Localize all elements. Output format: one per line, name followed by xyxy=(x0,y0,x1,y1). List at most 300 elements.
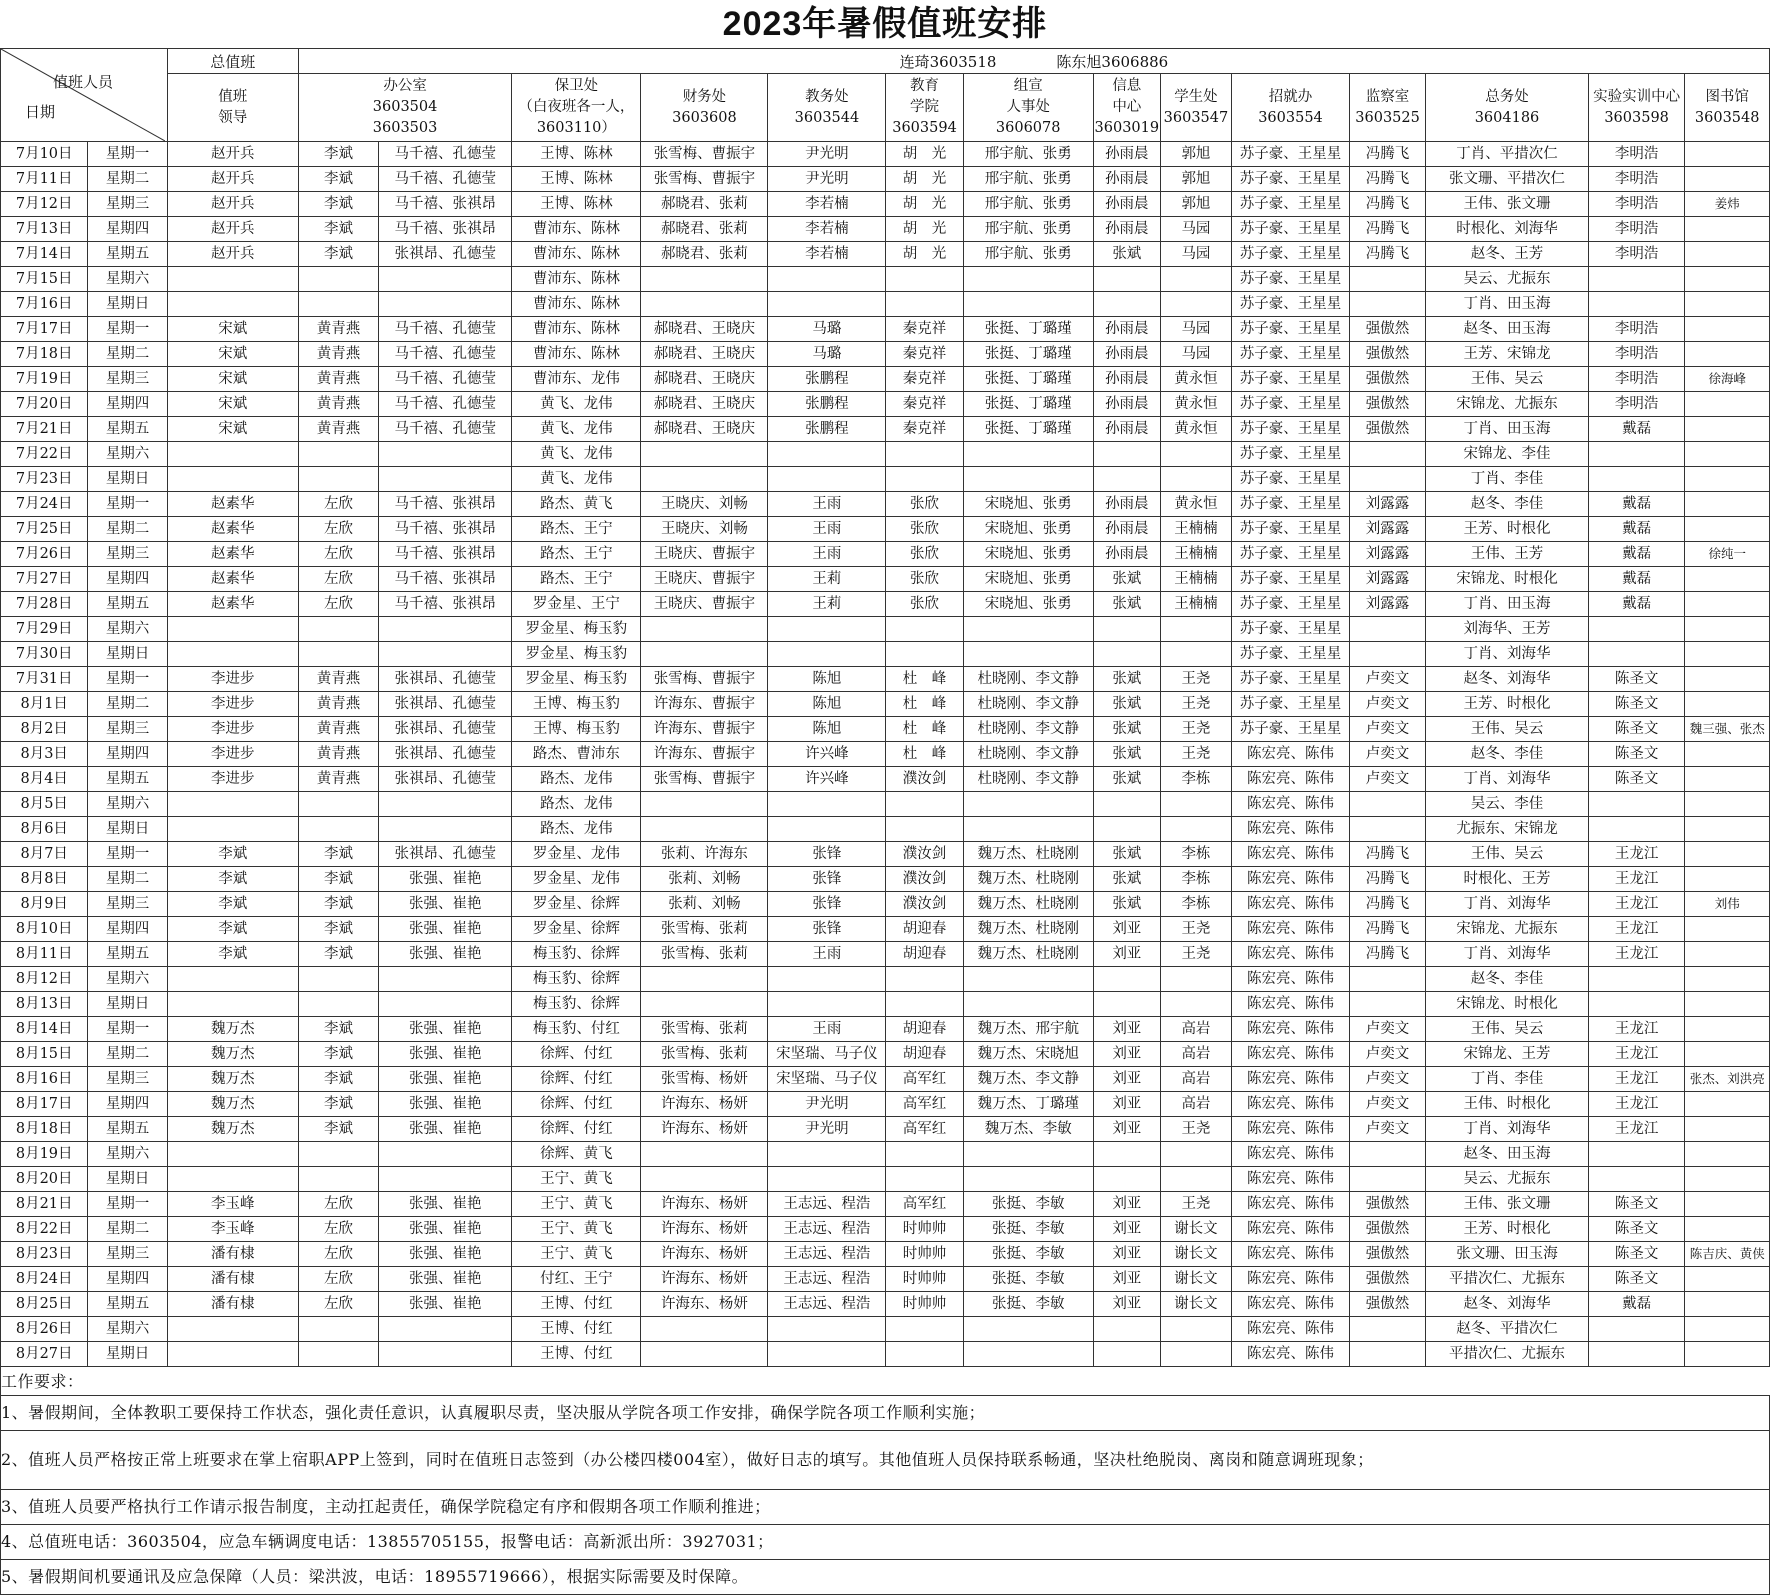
duty-cell: 刘亚 xyxy=(1093,1242,1160,1267)
duty-cell: 孙雨晨 xyxy=(1093,367,1160,392)
duty-cell: 梅玉豹、付红 xyxy=(512,1017,641,1042)
duty-cell: 马千禧、孔德莹 xyxy=(379,167,512,192)
duty-cell: 高岩 xyxy=(1160,1042,1231,1067)
date-cell: 8月3日 xyxy=(1,742,88,767)
duty-cell: 黄青燕 xyxy=(298,317,378,342)
corner-label-date: 日期 xyxy=(25,103,56,121)
table-row xyxy=(1,1342,1770,1367)
duty-cell xyxy=(1093,1317,1160,1342)
duty-cell xyxy=(1685,967,1770,992)
duty-cell xyxy=(1685,292,1770,317)
duty-cell: 孙雨晨 xyxy=(1093,167,1160,192)
duty-cell: 杜晓刚、李文静 xyxy=(963,692,1093,717)
duty-cell: 张挺、丁璐瑾 xyxy=(963,342,1093,367)
duty-cell: 李明浩 xyxy=(1588,242,1685,267)
duty-cell: 苏子豪、王星星 xyxy=(1232,692,1350,717)
duty-cell xyxy=(1349,792,1425,817)
table-row xyxy=(1,267,1770,292)
duty-cell xyxy=(886,992,963,1017)
duty-cell: 张雪梅、曹振宇 xyxy=(641,167,768,192)
duty-cell xyxy=(379,617,512,642)
duty-cell: 王龙江 xyxy=(1588,867,1685,892)
duty-cell: 苏子豪、王星星 xyxy=(1232,167,1350,192)
duty-cell: 李明浩 xyxy=(1588,392,1685,417)
duty-cell xyxy=(1160,967,1231,992)
duty-cell: 时根化、王芳 xyxy=(1426,867,1589,892)
duty-cell xyxy=(1093,1142,1160,1167)
duty-cell: 卢奕文 xyxy=(1349,742,1425,767)
dept-header-phone: 3603525 xyxy=(1355,109,1420,126)
duty-cell: 李斌 xyxy=(298,942,378,967)
date-cell: 7月22日 xyxy=(1,442,88,467)
duty-cell: 张欣 xyxy=(886,567,963,592)
duty-cell: 赵素华 xyxy=(167,542,298,567)
duty-cell: 冯腾飞 xyxy=(1349,217,1425,242)
duty-cell: 苏子豪、王星星 xyxy=(1232,417,1350,442)
duty-cell xyxy=(1685,142,1770,167)
duty-cell: 马千禧、孔德莹 xyxy=(379,367,512,392)
date-cell: 8月9日 xyxy=(1,892,88,917)
duty-cell: 苏子豪、王星星 xyxy=(1232,142,1350,167)
duty-cell: 丁肖、刘海华 xyxy=(1426,942,1589,967)
duty-cell: 陈宏亮、陈伟 xyxy=(1232,792,1350,817)
dept-header-phone: 3606078 xyxy=(995,120,1061,136)
duty-cell: 马千禧、张祺昂 xyxy=(379,592,512,617)
weekday-cell: 星期五 xyxy=(88,1292,167,1317)
duty-cell: 王伟、吴云 xyxy=(1426,717,1589,742)
duty-cell: 刘亚 xyxy=(1093,1042,1160,1067)
duty-cell xyxy=(1685,417,1770,442)
weekday-cell: 星期四 xyxy=(88,1092,167,1117)
duty-cell: 陈宏亮、陈伟 xyxy=(1232,1292,1350,1317)
duty-cell: 潘有棣 xyxy=(167,1267,298,1292)
date-cell: 8月22日 xyxy=(1,1217,88,1242)
duty-cell: 郝晓君、王晓庆 xyxy=(641,317,768,342)
duty-cell: 李明浩 xyxy=(1588,192,1685,217)
duty-cell: 李斌 xyxy=(167,842,298,867)
duty-cell xyxy=(1093,792,1160,817)
duty-cell: 曹沛东、陈林 xyxy=(512,342,641,367)
duty-cell: 高军红 xyxy=(886,1092,963,1117)
table-row xyxy=(1,617,1770,642)
duty-cell: 张雪梅、张莉 xyxy=(641,1042,768,1067)
table-row xyxy=(1,792,1770,817)
duty-cell: 魏万杰、宋晓旭 xyxy=(963,1042,1093,1067)
duty-cell: 张挺、李敏 xyxy=(963,1192,1093,1217)
duty-cell: 许海东、杨妍 xyxy=(641,1292,768,1317)
duty-cell: 宋晓旭、张勇 xyxy=(963,567,1093,592)
duty-cell: 王伟、时根化 xyxy=(1426,1092,1589,1117)
dept-header-name: 学生处 xyxy=(1174,88,1218,105)
date-cell: 7月21日 xyxy=(1,417,88,442)
duty-cell: 李玉峰 xyxy=(167,1217,298,1242)
duty-cell: 王尧 xyxy=(1160,917,1231,942)
duty-cell: 冯腾飞 xyxy=(1349,892,1425,917)
table-row xyxy=(1,842,1770,867)
duty-cell: 李栋 xyxy=(1160,892,1231,917)
dept-header-9 xyxy=(1232,74,1350,142)
duty-cell xyxy=(1685,617,1770,642)
duty-cell xyxy=(963,1317,1093,1342)
duty-cell xyxy=(1160,617,1231,642)
duty-cell: 陈宏亮、陈伟 xyxy=(1232,1167,1350,1192)
dept-header-3 xyxy=(641,74,768,142)
duty-cell xyxy=(1349,617,1425,642)
duty-cell: 谢长文 xyxy=(1160,1292,1231,1317)
duty-cell: 左欣 xyxy=(298,517,378,542)
duty-cell xyxy=(1093,817,1160,842)
duty-cell: 张强、崔艳 xyxy=(379,1217,512,1242)
dept-header-name: 总务处 xyxy=(1485,88,1529,105)
duty-cell: 黄青燕 xyxy=(298,342,378,367)
duty-cell xyxy=(963,267,1093,292)
duty-cell xyxy=(886,642,963,667)
duty-cell: 宋锦龙、王芳 xyxy=(1426,1042,1589,1067)
requirement-item-3: 3、值班人员要严格执行工作请示报告制度，主动扛起责任，确保学院稳定有序和假期各项工作顺利推进； xyxy=(1,1490,1770,1525)
duty-cell: 许海东、杨妍 xyxy=(641,1192,768,1217)
duty-cell: 苏子豪、王星星 xyxy=(1232,442,1350,467)
duty-cell: 时帅帅 xyxy=(886,1242,963,1267)
duty-cell: 张挺、丁璐瑾 xyxy=(963,417,1093,442)
duty-cell: 刘露露 xyxy=(1349,567,1425,592)
date-cell: 7月24日 xyxy=(1,492,88,517)
duty-cell: 李栋 xyxy=(1160,867,1231,892)
date-cell: 7月29日 xyxy=(1,617,88,642)
duty-cell: 冯腾飞 xyxy=(1349,167,1425,192)
weekday-cell: 星期六 xyxy=(88,442,167,467)
duty-cell: 潘有棣 xyxy=(167,1242,298,1267)
duty-cell: 魏万杰 xyxy=(167,1017,298,1042)
table-row xyxy=(1,1042,1770,1067)
duty-cell: 曹沛东、陈林 xyxy=(512,217,641,242)
weekday-cell: 星期四 xyxy=(88,917,167,942)
dept-header-name2: 中心 xyxy=(1112,99,1142,115)
duty-cell: 张祺昂、孔德莹 xyxy=(379,242,512,267)
weekday-cell: 星期五 xyxy=(88,942,167,967)
duty-cell: 冯腾飞 xyxy=(1349,842,1425,867)
weekday-cell: 星期五 xyxy=(88,242,167,267)
weekday-cell: 星期六 xyxy=(88,617,167,642)
duty-cell xyxy=(641,267,768,292)
weekday-cell: 星期一 xyxy=(88,842,167,867)
duty-cell: 宋锦龙、尤振东 xyxy=(1426,392,1589,417)
duty-cell xyxy=(1588,267,1685,292)
duty-cell xyxy=(379,642,512,667)
table-row xyxy=(1,692,1770,717)
duty-cell: 李斌 xyxy=(298,842,378,867)
date-cell: 7月10日 xyxy=(1,142,88,167)
date-cell: 8月2日 xyxy=(1,717,88,742)
duty-cell: 邢宇航、张勇 xyxy=(963,142,1093,167)
duty-cell: 刘露露 xyxy=(1349,492,1425,517)
duty-cell: 魏万杰 xyxy=(167,1042,298,1067)
duty-cell: 陈宏亮、陈伟 xyxy=(1232,1217,1350,1242)
duty-cell: 许海东、杨妍 xyxy=(641,1267,768,1292)
weekday-cell: 星期日 xyxy=(88,992,167,1017)
duty-cell: 强傲然 xyxy=(1349,1292,1425,1317)
duty-cell: 路杰、王宁 xyxy=(512,517,641,542)
dept-header-name2: 领导 xyxy=(218,109,248,126)
duty-cell: 刘海华、王芳 xyxy=(1426,617,1589,642)
duty-cell xyxy=(641,792,768,817)
duty-cell xyxy=(641,1167,768,1192)
table-row xyxy=(1,767,1770,792)
duty-cell: 王伟、吴云 xyxy=(1426,1017,1589,1042)
duty-cell xyxy=(1349,467,1425,492)
duty-cell: 濮汝剑 xyxy=(886,867,963,892)
duty-cell: 李若楠 xyxy=(768,242,886,267)
dept-header-name: 信息 xyxy=(1112,78,1142,94)
duty-cell: 张挺、李敏 xyxy=(963,1242,1093,1267)
duty-cell xyxy=(1588,792,1685,817)
duty-cell xyxy=(1160,467,1231,492)
duty-cell: 胡 光 xyxy=(886,242,963,267)
date-cell: 7月16日 xyxy=(1,292,88,317)
duty-cell xyxy=(886,1167,963,1192)
duty-cell: 胡迎春 xyxy=(886,1017,963,1042)
duty-cell: 尹光明 xyxy=(768,167,886,192)
duty-cell xyxy=(886,817,963,842)
weekday-cell: 星期二 xyxy=(88,1217,167,1242)
duty-cell: 李斌 xyxy=(298,917,378,942)
weekday-cell: 星期一 xyxy=(88,142,167,167)
dept-header-phone: 3603019 xyxy=(1094,120,1160,136)
duty-cell xyxy=(167,267,298,292)
duty-cell: 王宁、黄飞 xyxy=(512,1192,641,1217)
duty-cell: 陈宏亮、陈伟 xyxy=(1232,1092,1350,1117)
duty-cell: 黄青燕 xyxy=(298,742,378,767)
duty-cell: 张强、崔艳 xyxy=(379,867,512,892)
date-cell: 7月20日 xyxy=(1,392,88,417)
duty-cell: 赵素华 xyxy=(167,592,298,617)
duty-cell: 陈旭 xyxy=(768,667,886,692)
duty-cell: 魏三强、张杰 xyxy=(1685,717,1770,742)
duty-cell xyxy=(167,442,298,467)
duty-cell: 梅玉豹、徐辉 xyxy=(512,967,641,992)
duty-cell: 刘亚 xyxy=(1093,1267,1160,1292)
duty-cell: 秦克祥 xyxy=(886,342,963,367)
duty-cell: 李斌 xyxy=(298,1042,378,1067)
duty-cell xyxy=(1349,642,1425,667)
dept-header-phone: 3603547 xyxy=(1163,109,1229,126)
duty-cell: 孙雨晨 xyxy=(1093,317,1160,342)
duty-cell: 许海东、杨妍 xyxy=(641,1242,768,1267)
duty-cell xyxy=(768,792,886,817)
weekday-cell: 星期四 xyxy=(88,1267,167,1292)
duty-cell: 戴磊 xyxy=(1588,1292,1685,1317)
duty-cell: 曹沛东、龙伟 xyxy=(512,367,641,392)
duty-cell xyxy=(167,467,298,492)
duty-cell: 卢奕文 xyxy=(1349,692,1425,717)
duty-cell: 张雪梅、张莉 xyxy=(641,1017,768,1042)
duty-cell xyxy=(768,267,886,292)
duty-cell: 濮汝剑 xyxy=(886,892,963,917)
date-cell: 7月23日 xyxy=(1,467,88,492)
duty-cell: 王龙江 xyxy=(1588,1067,1685,1092)
dept-header-13 xyxy=(1685,74,1770,142)
duty-cell: 高军红 xyxy=(886,1117,963,1142)
duty-cell: 卢奕文 xyxy=(1349,767,1425,792)
duty-cell: 宋坚瑞、马子仪 xyxy=(768,1042,886,1067)
dept-header-phone: 3603598 xyxy=(1604,109,1669,126)
duty-cell: 李斌 xyxy=(167,917,298,942)
duty-cell xyxy=(963,967,1093,992)
duty-cell: 王博、梅玉豹 xyxy=(512,717,641,742)
duty-cell: 胡迎春 xyxy=(886,1042,963,1067)
duty-cell: 张挺、李敏 xyxy=(963,1267,1093,1292)
duty-cell xyxy=(1093,467,1160,492)
date-cell: 7月11日 xyxy=(1,167,88,192)
duty-cell: 张鹏程 xyxy=(768,392,886,417)
duty-cell: 丁肖、刘海华 xyxy=(1426,767,1589,792)
weekday-cell: 星期日 xyxy=(88,1167,167,1192)
duty-cell: 刘亚 xyxy=(1093,1092,1160,1117)
duty-cell xyxy=(641,292,768,317)
duty-cell: 付红、王宁 xyxy=(512,1267,641,1292)
duty-cell: 张强、崔艳 xyxy=(379,1017,512,1042)
duty-cell xyxy=(1349,817,1425,842)
duty-cell: 李明浩 xyxy=(1588,167,1685,192)
dept-header-name: 招就办 xyxy=(1268,88,1313,105)
duty-cell: 魏万杰、杜晓刚 xyxy=(963,842,1093,867)
duty-cell: 张文珊、平措次仁 xyxy=(1426,167,1589,192)
duty-cell xyxy=(768,992,886,1017)
weekday-cell: 星期六 xyxy=(88,967,167,992)
duty-cell xyxy=(768,1142,886,1167)
duty-cell: 刘露露 xyxy=(1349,517,1425,542)
duty-cell xyxy=(768,1317,886,1342)
table-row xyxy=(1,1092,1770,1117)
duty-cell xyxy=(379,792,512,817)
duty-cell: 王博、梅玉豹 xyxy=(512,692,641,717)
duty-cell: 马璐 xyxy=(768,317,886,342)
duty-cell xyxy=(1093,267,1160,292)
duty-cell: 郝晓君、王晓庆 xyxy=(641,367,768,392)
date-cell: 7月19日 xyxy=(1,367,88,392)
duty-cell: 王楠楠 xyxy=(1160,517,1231,542)
duty-cell: 时帅帅 xyxy=(886,1292,963,1317)
duty-cell: 张斌 xyxy=(1093,567,1160,592)
duty-cell xyxy=(298,292,378,317)
weekday-cell: 星期四 xyxy=(88,567,167,592)
duty-cell: 戴磊 xyxy=(1588,567,1685,592)
table-row xyxy=(1,392,1770,417)
duty-cell xyxy=(963,292,1093,317)
weekday-cell: 星期五 xyxy=(88,767,167,792)
duty-cell: 冯腾飞 xyxy=(1349,867,1425,892)
weekday-cell: 星期一 xyxy=(88,492,167,517)
duty-cell: 卢奕文 xyxy=(1349,1067,1425,1092)
duty-cell: 陈宏亮、陈伟 xyxy=(1232,842,1350,867)
duty-cell xyxy=(1160,992,1231,1017)
date-cell: 8月14日 xyxy=(1,1017,88,1042)
duty-cell: 陈圣文 xyxy=(1588,1242,1685,1267)
duty-cell xyxy=(641,1317,768,1342)
duty-cell xyxy=(768,817,886,842)
duty-cell xyxy=(886,967,963,992)
duty-cell: 王志远、程浩 xyxy=(768,1217,886,1242)
duty-cell: 王志远、程浩 xyxy=(768,1292,886,1317)
duty-cell: 陈圣文 xyxy=(1588,1192,1685,1217)
date-cell: 8月21日 xyxy=(1,1192,88,1217)
duty-cell: 陈宏亮、陈伟 xyxy=(1232,1317,1350,1342)
duty-cell: 王莉 xyxy=(768,592,886,617)
table-row xyxy=(1,892,1770,917)
duty-cell: 赵开兵 xyxy=(167,167,298,192)
duty-cell: 许海东、杨妍 xyxy=(641,1217,768,1242)
duty-cell: 王宁、黄飞 xyxy=(512,1217,641,1242)
duty-cell: 丁肖、田玉海 xyxy=(1426,292,1589,317)
duty-cell: 卢奕文 xyxy=(1349,1092,1425,1117)
date-cell: 8月27日 xyxy=(1,1342,88,1367)
weekday-cell: 星期一 xyxy=(88,1017,167,1042)
duty-cell xyxy=(379,1167,512,1192)
duty-cell: 苏子豪、王星星 xyxy=(1232,242,1350,267)
duty-cell: 赵冬、李佳 xyxy=(1426,742,1589,767)
dept-header-name2: 学院 xyxy=(910,99,940,115)
duty-cell xyxy=(379,817,512,842)
duty-cell: 赵冬、刘海华 xyxy=(1426,1292,1589,1317)
duty-cell: 张欣 xyxy=(886,592,963,617)
duty-cell: 罗金星、龙伟 xyxy=(512,867,641,892)
duty-cell: 王龙江 xyxy=(1588,942,1685,967)
general-duty-label: 总值班 xyxy=(167,49,298,74)
table-row xyxy=(1,717,1770,742)
dept-header-name: 图书馆 xyxy=(1705,88,1749,105)
duty-cell: 张雪梅、杨妍 xyxy=(641,1067,768,1092)
weekday-cell: 星期二 xyxy=(88,517,167,542)
dept-header-name: 教育 xyxy=(910,78,940,94)
duty-cell: 陈宏亮、陈伟 xyxy=(1232,892,1350,917)
duty-cell xyxy=(1349,1342,1425,1367)
duty-cell: 赵冬、平措次仁 xyxy=(1426,1317,1589,1342)
duty-cell: 王芳、时根化 xyxy=(1426,692,1589,717)
duty-cell xyxy=(379,1342,512,1367)
duty-cell: 陈宏亮、陈伟 xyxy=(1232,1192,1350,1217)
duty-cell xyxy=(379,292,512,317)
duty-cell: 陈宏亮、陈伟 xyxy=(1232,1242,1350,1267)
duty-cell: 王龙江 xyxy=(1588,1092,1685,1117)
duty-cell: 强傲然 xyxy=(1349,417,1425,442)
duty-cell: 潘有棣 xyxy=(167,1292,298,1317)
duty-cell: 张斌 xyxy=(1093,692,1160,717)
duty-cell: 陈宏亮、陈伟 xyxy=(1232,1117,1350,1142)
duty-cell: 戴磊 xyxy=(1588,592,1685,617)
duty-cell: 姜炜 xyxy=(1685,192,1770,217)
table-row xyxy=(1,242,1770,267)
duty-cell: 刘露露 xyxy=(1349,592,1425,617)
weekday-cell: 星期三 xyxy=(88,542,167,567)
duty-cell: 李明浩 xyxy=(1588,317,1685,342)
duty-cell: 李斌 xyxy=(298,167,378,192)
duty-cell: 尹光明 xyxy=(768,1117,886,1142)
duty-cell: 张莉、刘畅 xyxy=(641,892,768,917)
duty-cell: 强傲然 xyxy=(1349,392,1425,417)
duty-cell xyxy=(1685,1167,1770,1192)
duty-cell xyxy=(768,1167,886,1192)
duty-cell: 宋锦龙、李佳 xyxy=(1426,442,1589,467)
duty-cell: 魏万杰、李文静 xyxy=(963,1067,1093,1092)
table-row xyxy=(1,417,1770,442)
duty-cell: 李斌 xyxy=(298,867,378,892)
duty-cell: 张斌 xyxy=(1093,867,1160,892)
weekday-cell: 星期二 xyxy=(88,342,167,367)
duty-cell xyxy=(1685,1092,1770,1117)
duty-cell: 刘亚 xyxy=(1093,1017,1160,1042)
duty-cell xyxy=(963,442,1093,467)
duty-cell xyxy=(886,292,963,317)
duty-cell: 王龙江 xyxy=(1588,892,1685,917)
